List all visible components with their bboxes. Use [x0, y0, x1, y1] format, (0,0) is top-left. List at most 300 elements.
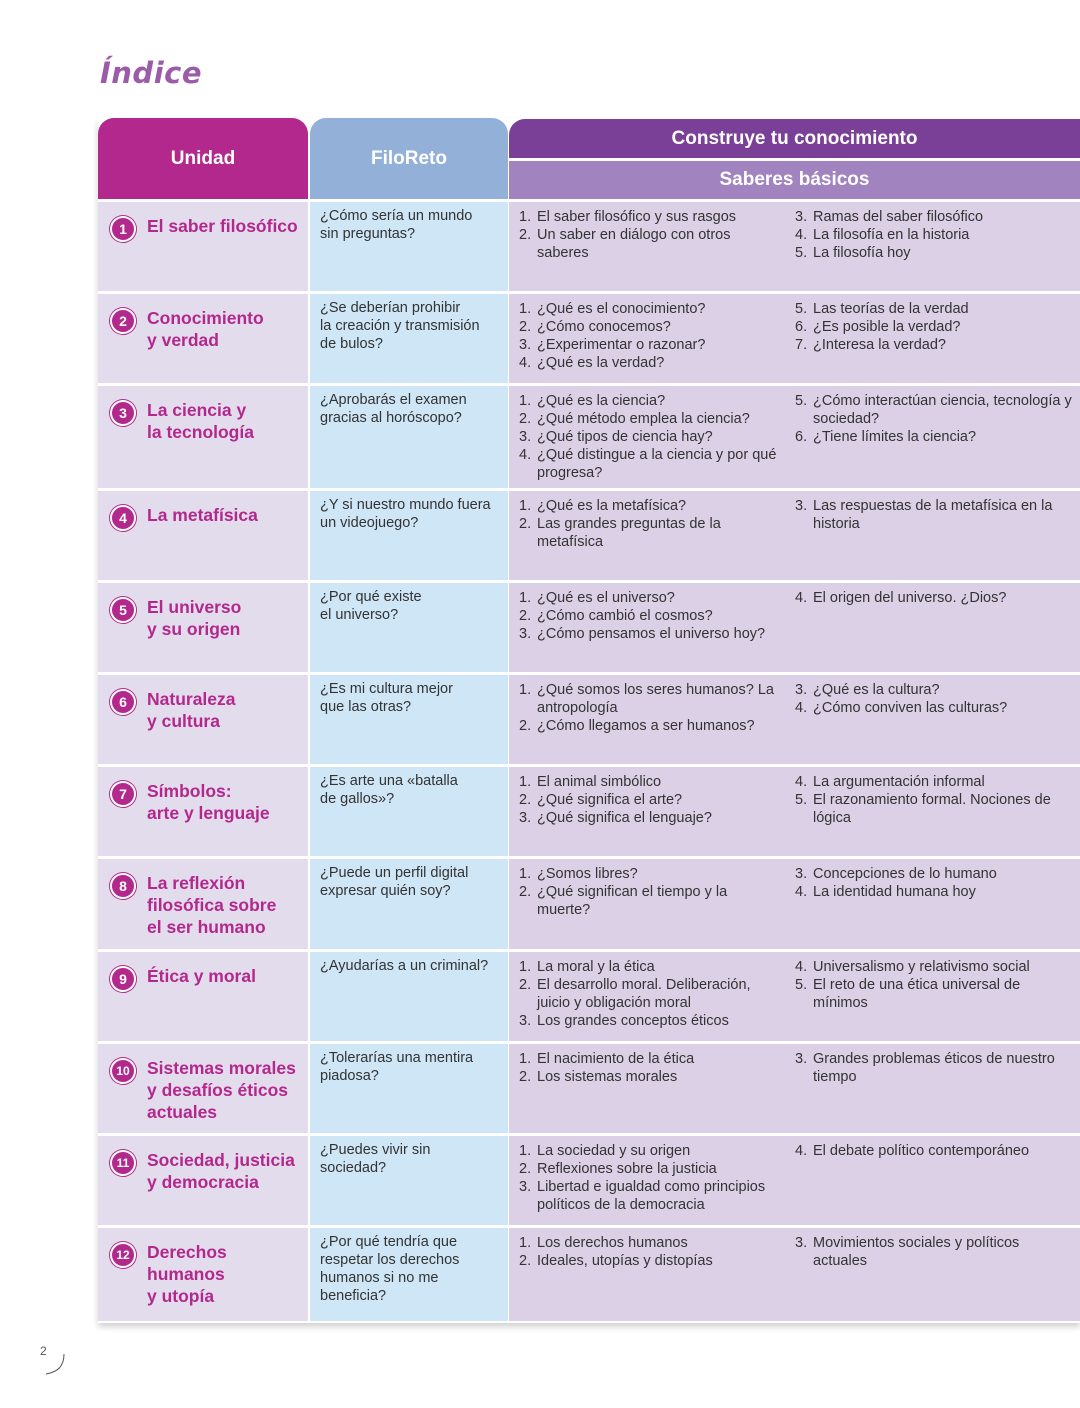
saberes-column [795, 497, 1075, 533]
filoreto-line: ¿Aprobarás el examen [320, 392, 467, 408]
saber-item-text: ¿Somos libres? [537, 866, 638, 882]
unit-cell [98, 859, 308, 949]
saber-item-text: ¿Qué es el conocimiento? [537, 301, 706, 317]
saber-item-text: ¿Experimentar o razonar? [537, 337, 706, 353]
unit-number-badge: 9 [110, 966, 136, 992]
saber-item-number: 3. [519, 810, 532, 826]
unit-cell [98, 1044, 308, 1133]
saber-item-text: ¿Qué es la cultura? [813, 682, 940, 698]
saberes-column [795, 1050, 1075, 1086]
unit-name-line: el ser humano [147, 917, 266, 937]
saber-item [519, 1142, 781, 1160]
saber-item [519, 1050, 781, 1068]
saberes-column [795, 958, 1075, 1012]
filoreto-cell [310, 583, 508, 672]
saber-item [519, 1068, 781, 1086]
saber-item-text: Un saber en diálogo con otros saberes [537, 227, 731, 261]
saber-item-number: 2. [519, 608, 532, 624]
saber-item-text: Las grandes preguntas de la metafísica [537, 516, 721, 550]
saber-item [795, 589, 1075, 607]
saber-item [519, 883, 781, 919]
saber-item-number: 2. [519, 1161, 532, 1177]
filoreto-line: beneficia? [320, 1288, 387, 1304]
unit-name-line: Ética y moral [147, 966, 256, 986]
saber-item [519, 717, 781, 735]
saber-item [519, 607, 781, 625]
saber-item [795, 865, 1075, 883]
filoreto-line: ¿Ayudarías a un criminal? [320, 958, 489, 974]
table-row [98, 859, 1080, 949]
saber-item-text: Grandes problemas éticos de nuestro tiempo [813, 1051, 1055, 1085]
saber-item [519, 1178, 781, 1214]
filoreto-line: ¿Y si nuestro mundo fuera [320, 497, 491, 513]
saber-item-number: 4. [519, 355, 532, 371]
saber-item-number: 1. [519, 590, 532, 606]
table-row [98, 202, 1080, 291]
saber-item-number: 3. [519, 1179, 532, 1195]
unit-number-badge: 5 [110, 597, 136, 623]
saberes-column [795, 1234, 1075, 1270]
saberes-column [519, 208, 781, 262]
saber-item [795, 336, 1075, 354]
saber-item-text: Concepciones de lo humano [813, 866, 997, 882]
unit-number-badge: 12 [110, 1242, 136, 1268]
saber-item [519, 625, 781, 643]
saber-item-text: ¿Cómo cambió el cosmos? [537, 608, 713, 624]
saberes-column [795, 681, 1075, 717]
saber-item-number: 1. [519, 1051, 532, 1067]
saber-item-number: 5. [795, 393, 808, 409]
unit-cell [98, 583, 308, 672]
saberes-column [519, 1142, 781, 1214]
unit-name [147, 307, 305, 351]
filoreto-line: de bulos? [320, 336, 383, 352]
saber-item [519, 1012, 781, 1030]
unit-name-line: filosófica sobre [147, 895, 277, 915]
saberes-column [519, 773, 781, 827]
unit-cell [98, 491, 308, 580]
saber-item [519, 318, 781, 336]
saber-item-number: 4. [795, 1143, 808, 1159]
saber-item-text: ¿Cómo pensamos el universo hoy? [537, 626, 766, 642]
unit-number-badge: 10 [110, 1058, 136, 1084]
saber-item-number: 2. [519, 792, 532, 808]
saber-item-number: 2. [519, 319, 532, 335]
saber-item-text: ¿Qué distingue a la ciencia y por qué progresa? [537, 447, 777, 481]
unit-cell [98, 675, 308, 764]
saber-item-number: 2. [519, 411, 532, 427]
unit-name-line: y cultura [147, 711, 220, 731]
saber-item [519, 681, 781, 717]
filoreto-line: ¿Se deberían prohibir [320, 300, 461, 316]
filoreto-cell [310, 294, 508, 383]
unit-name-line: Símbolos: [147, 781, 232, 801]
saber-item [795, 428, 1075, 446]
filoreto-line: ¿Puede un perfil digital [320, 865, 469, 881]
saber-item-number: 5. [795, 977, 808, 993]
saber-item [519, 446, 781, 482]
filoreto-line: ¿Por qué existe [320, 589, 422, 605]
saber-item-number: 4. [795, 590, 808, 606]
saber-item-text: ¿Qué es la verdad? [537, 355, 665, 371]
saber-item-number: 3. [519, 337, 532, 353]
saber-item-number: 3. [519, 429, 532, 445]
filoreto-cell [310, 1044, 508, 1133]
saberes-column [795, 300, 1075, 354]
saber-item-text: La argumentación informal [813, 774, 985, 790]
saber-item [519, 865, 781, 883]
unit-name-line: actuales [147, 1102, 218, 1122]
saber-item-text: ¿Qué método emplea la ciencia? [537, 411, 750, 427]
saber-item-text: ¿Cómo conviven las culturas? [813, 700, 1008, 716]
unit-cell [98, 294, 308, 383]
saber-item [519, 515, 781, 551]
table-row [98, 1044, 1080, 1133]
saber-item-text: Los sistemas morales [537, 1069, 678, 1085]
saber-item [519, 208, 781, 226]
saber-item-number: 1. [519, 774, 532, 790]
unit-name-line: y su origen [147, 619, 241, 639]
unit-name [147, 780, 305, 824]
filoreto-line: un videojuego? [320, 515, 419, 531]
saber-item-number: 2. [519, 227, 532, 243]
saber-item-number: 5. [795, 245, 808, 261]
saber-item-text: ¿Qué es la ciencia? [537, 393, 666, 409]
saberes-column [519, 958, 781, 1030]
saber-item-text: ¿Qué significa el arte? [537, 792, 683, 808]
saber-item-text: ¿Cómo conocemos? [537, 319, 671, 335]
saberes-cell [509, 294, 1080, 383]
filoreto-line: ¿Es mi cultura mejor [320, 681, 453, 697]
saber-item [519, 410, 781, 428]
filoreto-cell [310, 386, 508, 488]
table-row [98, 491, 1080, 580]
saber-item-text: La sociedad y su origen [537, 1143, 691, 1159]
unit-name [147, 504, 305, 526]
unit-name-line: Conocimiento [147, 308, 264, 328]
saberes-column [795, 589, 1075, 607]
saber-item-text: El animal simbólico [537, 774, 662, 790]
saberes-cell [509, 1228, 1080, 1321]
unit-name [147, 872, 305, 938]
saber-item-text: La identidad humana hoy [813, 884, 976, 900]
filoreto-cell [310, 1228, 508, 1321]
saberes-column [519, 300, 781, 372]
saber-item-number: 1. [519, 209, 532, 225]
saber-item [519, 392, 781, 410]
saber-item-number: 2. [519, 977, 532, 993]
saber-item-text: ¿Qué tipos de ciencia hay? [537, 429, 713, 445]
saber-item-text: Las teorías de la verdad [813, 301, 969, 317]
saber-item [795, 497, 1075, 533]
saber-item-text: Ramas del saber filosófico [813, 209, 984, 225]
saber-item [519, 958, 781, 976]
saberes-cell [509, 386, 1080, 488]
saberes-column [519, 392, 781, 482]
table-row [98, 294, 1080, 383]
saberes-column [519, 865, 781, 919]
saber-item [795, 300, 1075, 318]
saber-item-number: 5. [795, 792, 808, 808]
saber-item-number: 2. [519, 1253, 532, 1269]
unit-name-line: La metafísica [147, 505, 258, 525]
saber-item-number: 3. [795, 866, 808, 882]
saber-item-number: 3. [795, 1235, 808, 1251]
table-row [98, 1228, 1080, 1321]
table-row [98, 386, 1080, 488]
saber-item [519, 354, 781, 372]
unit-name-line: arte y lenguaje [147, 803, 270, 823]
saber-item [795, 1234, 1075, 1270]
filoreto-cell [310, 675, 508, 764]
unit-cell [98, 1136, 308, 1225]
saber-item-text: Los derechos humanos [537, 1235, 688, 1251]
filoreto-cell [310, 1136, 508, 1225]
unit-name [147, 965, 305, 987]
saber-item-text: La filosofía en la historia [813, 227, 970, 243]
saber-item-number: 3. [795, 498, 808, 514]
unit-name-line: y desafíos éticos [147, 1080, 289, 1100]
unit-name [147, 399, 305, 443]
header-filoreto: FiloReto [310, 118, 508, 199]
saber-item [795, 791, 1075, 827]
header-unidad: Unidad [98, 118, 308, 199]
saber-item-number: 4. [795, 774, 808, 790]
filoreto-cell [310, 491, 508, 580]
unit-name-line: y verdad [147, 330, 219, 350]
unit-name-line: y democracia [147, 1172, 259, 1192]
saber-item-text: Libertad e igualdad como principios políticos de la democracia [537, 1179, 766, 1213]
saber-item-number: 4. [519, 447, 532, 463]
saber-item-number: 1. [519, 682, 532, 698]
saber-item-number: 6. [795, 319, 808, 335]
saber-item-text: Los grandes conceptos éticos [537, 1013, 729, 1029]
saberes-column [519, 589, 781, 643]
saber-item-text: ¿Interesa la verdad? [813, 337, 946, 353]
saber-item [519, 976, 781, 1012]
unit-name [147, 688, 305, 732]
saber-item-number: 3. [795, 682, 808, 698]
saber-item-number: 6. [795, 429, 808, 445]
saberes-cell [509, 675, 1080, 764]
unit-name-line: Sociedad, justicia [147, 1150, 295, 1170]
saber-item [519, 773, 781, 791]
saber-item-number: 2. [519, 516, 532, 532]
saber-item [519, 1234, 781, 1252]
saber-item [795, 392, 1075, 428]
saber-item-number: 2. [519, 718, 532, 734]
unit-name-line: La reflexión [147, 873, 246, 893]
saber-item [519, 791, 781, 809]
saber-item-text: El debate político contemporáneo [813, 1143, 1030, 1159]
saberes-column [795, 865, 1075, 901]
saber-item-number: 1. [519, 498, 532, 514]
filoreto-cell [310, 767, 508, 856]
saber-item-number: 4. [795, 884, 808, 900]
unit-cell [98, 767, 308, 856]
saberes-column [519, 497, 781, 551]
unit-number-badge: 4 [110, 505, 136, 531]
saber-item-text: ¿Es posible la verdad? [813, 319, 961, 335]
page-title: Índice [100, 56, 202, 90]
filoreto-line: de gallos»? [320, 791, 395, 807]
saberes-column [795, 773, 1075, 827]
filoreto-line: que las otras? [320, 699, 412, 715]
filoreto-line: ¿Cómo sería un mundo [320, 208, 473, 224]
saber-item [519, 589, 781, 607]
saber-item [795, 699, 1075, 717]
saber-item [795, 1050, 1075, 1086]
unit-name-line: la tecnología [147, 422, 254, 442]
saber-item-number: 3. [519, 626, 532, 642]
saberes-cell [509, 491, 1080, 580]
header-saberes: Saberes básicos [509, 161, 1080, 199]
saberes-cell [509, 1136, 1080, 1225]
saber-item-text: El desarrollo moral. Deliberación, juicio y obligación moral [537, 977, 751, 1011]
unit-number-badge: 1 [110, 216, 136, 242]
saber-item [795, 244, 1075, 262]
page-corner-curve-icon [44, 1352, 66, 1376]
filoreto-line: gracias al horóscopo? [320, 410, 462, 426]
filoreto-line: el universo? [320, 607, 399, 623]
saber-item [519, 428, 781, 446]
table-row [98, 1136, 1080, 1225]
saber-item-text: Las respuestas de la metafísica en la historia [813, 498, 1053, 532]
filoreto-line: expresar quién soy? [320, 883, 451, 899]
saber-item-number: 7. [795, 337, 808, 353]
saber-item-text: Movimientos sociales y políticos actuales [813, 1235, 1020, 1269]
saber-item-text: ¿Qué somos los seres humanos? La antropología [537, 682, 774, 716]
filoreto-line: piadosa? [320, 1068, 379, 1084]
saber-item-text: Reflexiones sobre la justicia [537, 1161, 717, 1177]
saberes-column [795, 392, 1075, 446]
saberes-column [519, 1050, 781, 1086]
filoreto-line: ¿Es arte una «batalla [320, 773, 458, 789]
filoreto-line: ¿Por qué tendría que [320, 1234, 458, 1250]
unit-number-badge: 6 [110, 689, 136, 715]
saber-item [795, 208, 1075, 226]
unit-name [147, 1241, 305, 1307]
unit-cell [98, 386, 308, 488]
page-number: 2 [40, 1344, 47, 1358]
saber-item [795, 958, 1075, 976]
saber-item-text: ¿Qué significa el lenguaje? [537, 810, 712, 826]
filoreto-cell [310, 202, 508, 291]
table-row [98, 583, 1080, 672]
saber-item [519, 497, 781, 515]
unit-name-line: y utopía [147, 1286, 215, 1306]
saber-item-text: El nacimiento de la ética [537, 1051, 695, 1067]
filoreto-line: humanos si no me [320, 1270, 439, 1286]
saberes-cell [509, 767, 1080, 856]
unit-name [147, 215, 305, 237]
filoreto-line: respetar los derechos [320, 1252, 460, 1268]
saber-item-text: La filosofía hoy [813, 245, 911, 261]
filoreto-cell [310, 859, 508, 949]
saberes-cell [509, 952, 1080, 1041]
unit-name [147, 1149, 305, 1193]
saber-item [519, 1252, 781, 1270]
filoreto-line: la creación y transmisión [320, 318, 480, 334]
unit-number-badge: 2 [110, 308, 136, 334]
unit-name [147, 1057, 305, 1123]
saber-item-number: 2. [519, 884, 532, 900]
saber-item [519, 1160, 781, 1178]
saber-item-number: 1. [519, 301, 532, 317]
saber-item-number: 3. [795, 1051, 808, 1067]
saber-item-text: Universalismo y relativismo social [813, 959, 1030, 975]
unit-name-line: Naturaleza [147, 689, 236, 709]
saber-item [519, 336, 781, 354]
unit-cell [98, 202, 308, 291]
saber-item-number: 4. [795, 227, 808, 243]
saber-item-number: 1. [519, 393, 532, 409]
saber-item-number: 4. [795, 700, 808, 716]
saberes-column [519, 1234, 781, 1270]
unit-name [147, 596, 305, 640]
unit-name-line: La ciencia y [147, 400, 247, 420]
saber-item-text: El origen del universo. ¿Dios? [813, 590, 1007, 606]
saber-item [519, 300, 781, 318]
saber-item-number: 2. [519, 1069, 532, 1085]
header-construye: Construye tu conocimiento [509, 119, 1080, 158]
saber-item-text: ¿Cómo interactúan ciencia, tecnología y sociedad? [813, 393, 1072, 427]
table-row [98, 952, 1080, 1041]
saberes-column [519, 681, 781, 735]
saber-item-text: El razonamiento formal. Nociones de lógica [813, 792, 1051, 826]
unit-number-badge: 7 [110, 781, 136, 807]
saberes-cell [509, 202, 1080, 291]
filoreto-line: ¿Tolerarías una mentira [320, 1050, 474, 1066]
saber-item [795, 773, 1075, 791]
saber-item-text: El reto de una ética universal de mínimos [813, 977, 1021, 1011]
unit-name-line: Derechos [147, 1242, 227, 1262]
unit-name-line: Sistemas morales [147, 1058, 296, 1078]
saber-item-number: 5. [795, 301, 808, 317]
unit-cell [98, 952, 308, 1041]
unit-cell [98, 1228, 308, 1321]
saberes-cell [509, 859, 1080, 949]
unit-number-badge: 3 [110, 400, 136, 426]
saber-item-text: ¿Qué es el universo? [537, 590, 675, 606]
saber-item-text: ¿Tiene límites la ciencia? [813, 429, 977, 445]
filoreto-cell [310, 952, 508, 1041]
saber-item [795, 681, 1075, 699]
filoreto-line: ¿Puedes vivir sin sociedad? [320, 1142, 431, 1176]
unit-name-line: El saber filosófico [147, 216, 298, 236]
table-row [98, 675, 1080, 764]
saber-item-text: El saber filosófico y sus rasgos [537, 209, 737, 225]
unit-name-line: El universo [147, 597, 242, 617]
saber-item-text: ¿Cómo llegamos a ser humanos? [537, 718, 755, 734]
unit-name-line: humanos [147, 1264, 225, 1284]
saber-item-number: 4. [795, 959, 808, 975]
saber-item-number: 1. [519, 866, 532, 882]
saber-item-number: 1. [519, 1235, 532, 1251]
saber-item-number: 3. [519, 1013, 532, 1029]
saber-item-text: ¿Qué significan el tiempo y la muerte? [537, 884, 728, 918]
filoreto-line: sin preguntas? [320, 226, 416, 242]
saberes-column [795, 1142, 1075, 1160]
unit-number-badge: 8 [110, 873, 136, 899]
saber-item-text: La moral y la ética [537, 959, 655, 975]
saber-item [795, 976, 1075, 1012]
saber-item-text: Ideales, utopías y distopías [537, 1253, 713, 1269]
index-table [98, 118, 1080, 1323]
saber-item-number: 3. [795, 209, 808, 225]
saber-item [795, 226, 1075, 244]
saber-item [795, 1142, 1075, 1160]
